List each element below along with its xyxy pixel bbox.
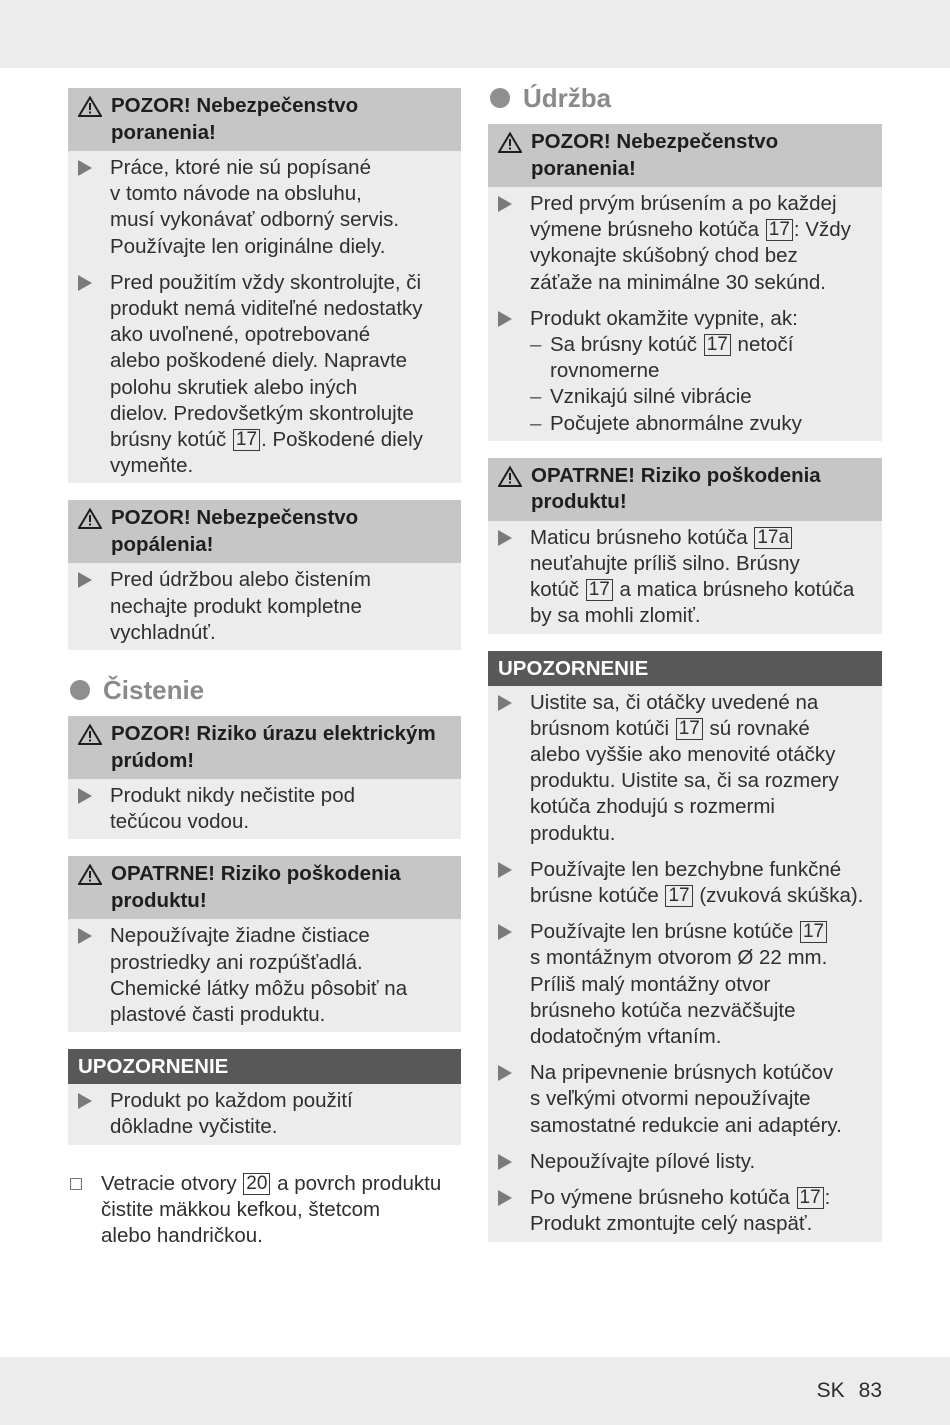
text-line: Príliš malý montážny otvor [530,972,771,996]
section-heading-cleaning [68,672,461,708]
text-line: Sa brúsny kotúč [550,333,703,357]
language-code: SK [816,1379,845,1402]
text-line: Produkt nikdy nečistite pod [110,784,355,808]
bullet-triangle-icon [498,1149,530,1175]
page-number: 83 [858,1379,882,1402]
text-line: Používajte len bezchybne funkčné [530,857,842,881]
text-line: Chemické látky môžu pôsobiť na [110,976,408,1000]
text-line: . Poškodené diely [261,428,423,452]
text-line: výmene brúsneho kotúča [530,218,765,242]
bullet-dot-icon [70,680,90,700]
sub-list-item [530,332,874,384]
bullet-triangle-icon [498,857,530,909]
bullet-triangle-icon [78,155,110,260]
list-item [78,567,453,646]
part-reference: 17 [766,219,793,241]
text-line: vykonajte skúšobný chod bez [530,244,798,268]
warning-triangle-icon [78,724,102,774]
part-reference: 17 [800,921,827,943]
text-line: netočí [731,333,794,357]
text-line: Produkt po každom použití [110,1089,353,1113]
list-item [78,155,453,260]
warning-title: POZOR! Nebezpečenstvo poranenia! [531,130,779,180]
text-line: Nepoužívajte pílové listy. [530,1149,756,1173]
text-line: dielov. Predovšetkým skontrolujte [110,401,414,425]
list-item [498,1185,874,1237]
bullet-triangle-icon [78,783,110,835]
text-line: čistite mäkkou kefkou, štetcom [101,1197,381,1221]
text-line: neuťahujte príliš silno. Brúsny [530,552,800,576]
list-item [78,270,453,480]
sub-list-item [530,411,874,437]
text-line: Produkt zmontujte celý naspäť. [530,1212,813,1236]
notice-header [68,1049,461,1084]
text-line: kotúča zhodujú s rozmermi [530,795,775,819]
warning-title: POZOR! Riziko úrazu elektrickým prúdom! [111,722,436,772]
warning-triangle-icon [498,466,522,516]
left-column [68,88,461,1249]
section-heading-maintenance [488,80,882,116]
bullet-triangle-icon [498,690,530,847]
part-reference: 17 [676,718,703,740]
text-line: produktu. [530,821,616,845]
part-reference: 17 [704,334,731,356]
text-line: Po výmene brúsneho kotúča [530,1186,796,1210]
dash-icon: – [530,411,542,435]
text-line: alebo poškodené diely. Napravte [110,349,408,373]
warning-triangle-icon [498,132,522,182]
text-line: Vetracie otvory [101,1171,243,1195]
text-line: rovnomerne [550,359,660,383]
warning-title: OPATRNE! Riziko poškodenia produktu! [531,463,821,514]
notice-box [488,651,882,1242]
bullet-triangle-icon [498,306,530,437]
warning-header [68,856,461,919]
part-reference: 17a [754,527,792,549]
footer-band [0,1357,950,1425]
text-line: Maticu brúsneho kotúča [530,525,754,549]
text-line: Pred použitím vždy skontrolujte, či [110,270,422,294]
text-line: polohu skrutiek alebo iných [110,375,358,399]
text-line: kotúč [530,578,585,602]
bullet-triangle-icon [498,191,530,296]
text-line: : Vždy [793,218,851,242]
text-line: Práce, ktoré nie sú popísané [110,156,371,179]
warning-box-electric [68,716,461,839]
dash-icon: – [530,385,542,409]
text-line: by sa mohli zlomiť. [530,604,701,628]
text-line: produkt nemá viditeľné nedostatky [110,297,423,321]
caution-box-damage [488,458,882,634]
warning-title: POZOR! Nebezpečenstvo popálenia! [111,506,359,556]
text-line: Nepoužívajte žiadne čistiace [110,924,370,948]
section-title: Čistenie [103,674,205,705]
bullet-triangle-icon [78,567,110,646]
list-item [498,1149,874,1175]
warning-header [488,458,882,521]
part-reference: 17 [586,579,613,601]
notice-title: UPOZORNENIE [498,656,649,680]
text-line: brúsne kotúče [530,884,665,908]
bullet-dot-icon [490,88,510,108]
notice-box [68,1049,461,1144]
text-line: samostatné redukcie ani adaptéry. [530,1113,842,1137]
part-reference: 20 [243,1173,270,1195]
dash-icon: – [530,333,542,357]
warning-title: POZOR! Nebezpečenstvo poranenia! [111,94,359,144]
sub-list-item [530,384,874,410]
warning-header [68,88,461,151]
text-line: Používajte len originálne diely. [110,234,386,258]
list-item [498,857,874,909]
text-line: nechajte produkt kompletne [110,594,362,618]
list-item [498,690,874,847]
page-footer [817,1379,882,1403]
text-line: Používajte len brúsne kotúče [530,920,799,944]
warning-title: OPATRNE! Riziko poškodenia produktu! [111,862,401,912]
warning-box-burn [68,500,461,650]
warning-box-injury [68,88,461,483]
bullet-triangle-icon [78,1088,110,1140]
part-reference: 17 [797,1187,824,1209]
bullet-triangle-icon [498,525,530,630]
text-line: Pred údržbou alebo čistením [110,568,371,592]
text-line: Vznikajú silné vibrácie [550,385,752,409]
text-line: a matica brúsneho kotúča [613,578,855,602]
bullet-triangle-icon [498,919,530,1050]
list-item [498,1060,874,1139]
warning-triangle-icon [78,96,102,146]
text-line: Pred prvým brúsením a po každej [530,192,837,215]
right-column [488,80,882,1259]
checkbox-square-icon [68,1171,101,1250]
warning-header [488,124,882,187]
text-line: v tomto návode na obsluhu, [110,182,362,206]
bullet-triangle-icon [78,923,110,1028]
warning-header [68,716,461,779]
text-line: a povrch produktu [271,1171,442,1195]
bullet-triangle-icon [498,1185,530,1237]
text-line: záťaže na minimálne 30 sekúnd. [530,270,826,294]
text-line: s veľkými otvormi nepoužívajte [530,1087,811,1111]
text-line: brúsnom kotúči [530,716,675,740]
text-line: plastové časti produktu. [110,1003,326,1027]
bullet-triangle-icon [498,1060,530,1139]
text-line: Počujete abnormálne zvuky [550,411,802,435]
text-line: Produkt okamžite vypnite, ak: [530,306,798,330]
warning-triangle-icon [78,864,102,914]
header-band [0,0,950,68]
section-title: Údržba [523,82,612,113]
list-item [498,919,874,1050]
text-line: : [824,1186,831,1210]
text-line: vychladnúť. [110,620,216,644]
list-item [78,783,453,835]
text-line: sú rovnaké [703,716,810,740]
text-line: s montážnym otvorom Ø 22 mm. [530,946,828,970]
warning-header [68,500,461,563]
text-line: brúsny kotúč [110,428,232,452]
warning-box-injury [488,124,882,441]
text-line: dôkladne vyčistite. [110,1115,278,1139]
warning-triangle-icon [78,508,102,558]
text-line: prostriedky ani rozpúšťadlá. [110,950,363,974]
text-line: alebo handričkou. [101,1224,263,1248]
text-line: (zvuková skúška). [693,884,864,908]
text-line: alebo vyššie ako menovité otáčky [530,743,836,767]
text-line: Uistite sa, či otáčky uvedené na [530,690,819,714]
notice-title: UPOZORNENIE [78,1055,229,1079]
list-item [498,191,874,296]
notice-header [488,651,882,686]
text-line: ako uvoľnené, opotrebované [110,323,371,347]
text-line: musí vykonávať odborný servis. [110,208,400,232]
text-line: brúsneho kotúča nezväčšujte [530,998,796,1022]
list-item [498,525,874,630]
text-line: Na pripevnenie brúsnych kotúčov [530,1061,834,1085]
bullet-triangle-icon [78,270,110,480]
text-line: dodatočným vŕtaním. [530,1025,722,1049]
caution-box-damage [68,856,461,1032]
text-line: tečúcou vodou. [110,810,250,834]
list-item [498,306,874,437]
list-item [78,1088,453,1140]
part-reference: 17 [233,429,260,451]
instruction-step [68,1171,461,1250]
text-line: produktu. Uistite sa, či sa rozmery [530,769,839,793]
text-line: vymeňte. [110,454,194,478]
part-reference: 17 [665,885,692,907]
list-item [78,923,453,1028]
